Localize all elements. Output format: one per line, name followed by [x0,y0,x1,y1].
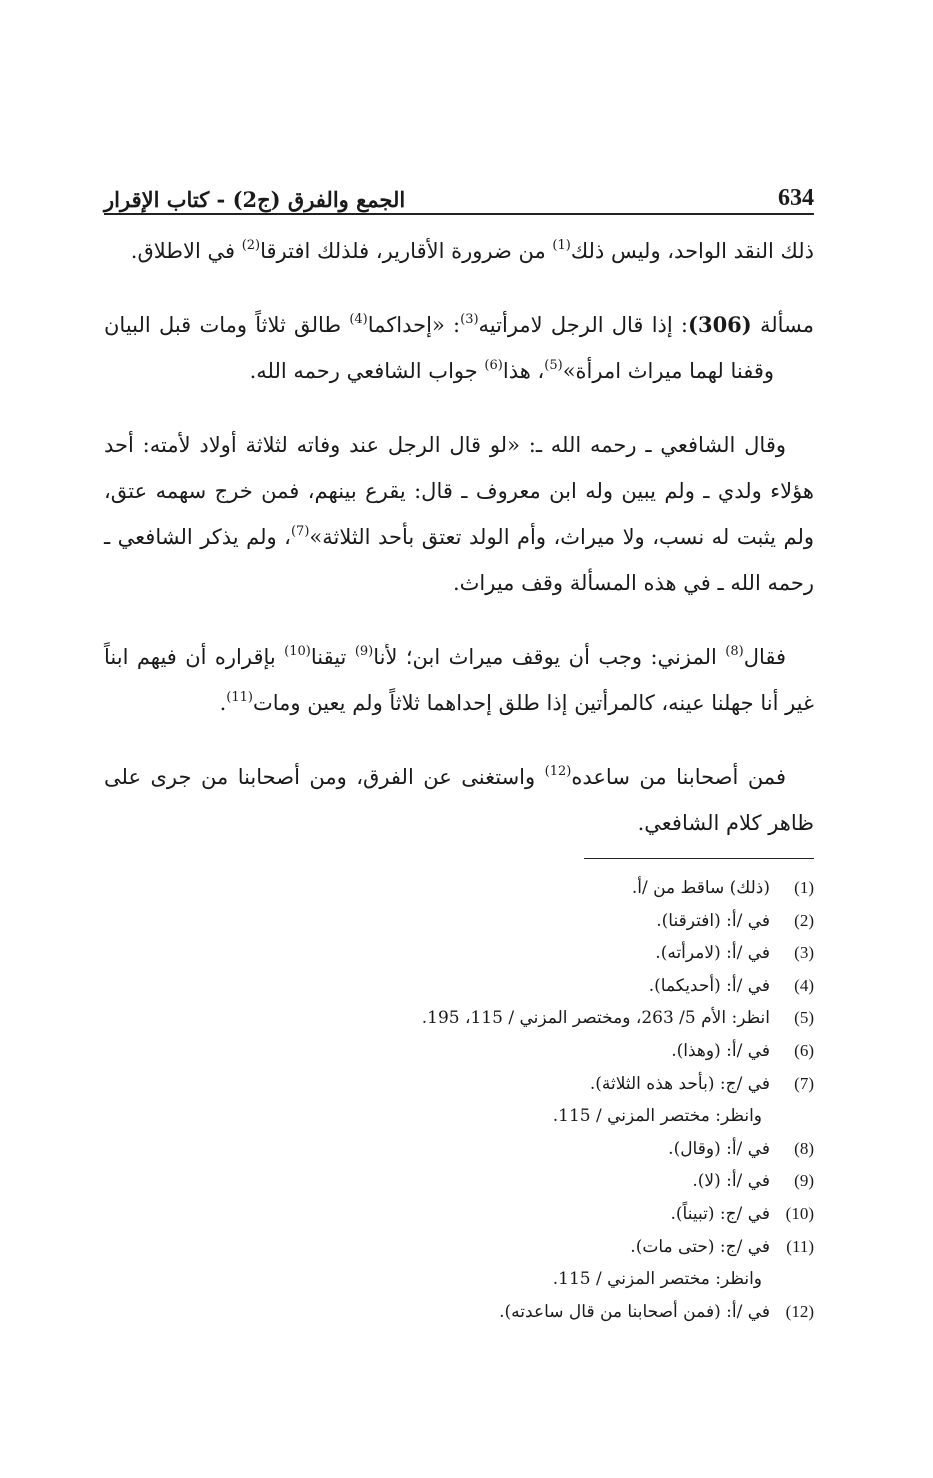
footnote-text: في /أ: (افترقنا). [656,910,770,931]
text-run: : إذا قال الرجل لامرأتيه [478,313,689,337]
footnote-text: في /ج: (تبيناً). [670,1203,770,1224]
main-text [104,228,814,846]
footnote-number: (6) [794,1040,814,1060]
footnote-number: (3) [794,943,814,963]
page-number: 634 [778,185,814,211]
text-run: جواب الشافعي رحمه الله. [249,359,485,383]
footnote-text: في /ج: (حتى مات). [630,1236,770,1257]
footnote-number: (11) [786,1236,814,1256]
footnote-text: (ذلك) ساقط من /أ. [631,878,770,898]
text-run: في الاطلاق. [130,239,242,263]
footnote-number: (5) [794,1008,814,1028]
footnote [300,1231,814,1264]
text-run: مسألة [751,313,814,337]
footnote-number: (12) [785,1301,814,1321]
footnote-ref: (7) [290,524,310,539]
footnote-text: في /أ: (لامرأته). [655,943,770,964]
footnote-text: في /ج: (بأحد هذه الثلاثة). [589,1073,770,1094]
footnote-number: (7) [794,1073,814,1093]
page-header [104,172,814,212]
footnote-rule [584,858,814,859]
paragraph [104,228,814,274]
footnote-continuation: وانظر: مختصر المزني / 115. [552,1106,762,1127]
footnote-ref: (12) [544,764,572,779]
text-run: تيقنا [310,645,355,669]
footnote-continuation: وانظر: مختصر المزني / 115. [552,1269,762,1290]
paragraph [104,754,814,846]
running-title: الجمع والفرق (ج2) - كتاب الإقرار [104,187,406,212]
footnote-ref: (8) [725,644,744,659]
text-run: فقال [743,645,787,669]
footnote-ref: (9) [354,644,374,659]
footnote-number: (4) [794,975,814,995]
footnote-text: في /أ: (وهذا). [671,1040,770,1061]
text-run: وقال الشافعي ـ رحمه الله ـ: «لو قال الرجل عند وفاته لثلاثة أولاد لأمته: أحد هؤلاء ولدي ـ ولم يبين وله ابن معروف ـ قال: يقرع بينهم، فمن خرج سهمه عتق، ولم يثبت له نسب، ولا ميراث، وأم الولد تعتق بأحد الثلاثة» [104,433,814,549]
footnote [300,1035,814,1068]
footnote-ref: (4) [349,312,368,327]
text-run: . [219,691,227,715]
text-run: : «إحداكما [367,313,461,337]
footnote [300,872,814,905]
footnote [300,1133,814,1166]
paragraph [104,422,814,606]
footnote-ref: (6) [484,358,503,373]
footnote [300,905,814,938]
footnote-text: في /أ: (أحديكما). [648,975,770,996]
text-run: واستغنى عن الفرق، ومن أصحابنا من جرى على ظاهر كلام الشافعي. [104,765,814,835]
footnote [300,1165,814,1198]
text-run: ، هذا [502,359,545,383]
text-run: ذلك النقد الواحد، وليس ذلك [570,239,814,263]
footnote-ref: (1) [552,238,571,253]
text-run: المزني: وجب أن يوقف ميراث ابن؛ لأنا [373,645,726,669]
footnote-number: (1) [794,878,814,897]
text-run: بإقراره أن فيهم ابناً غير أنا جهلنا عينه، كالمرأتين إذا طلق إحداهما ثلاثاً ولم يعين ومات [104,645,814,715]
footnote-ref: (10) [284,644,311,659]
footnote [300,1068,814,1101]
footnote-ref: (2) [241,238,261,253]
footnote-text: في /أ: (لا). [692,1171,770,1192]
text-run: من ضرورة الأقارير، فلذلك افترقا [260,239,553,263]
footnote-text: في /أ: (وقال). [668,1138,770,1159]
text-run: طالق ثلاثاً ومات قبل البيان وقفنا لهما ميراث امرأة» [104,313,774,383]
footnote-number: (8) [794,1138,814,1158]
footnote-number: (2) [794,910,814,930]
footnote-ref: (11) [226,690,253,705]
footnote-number: (9) [794,1171,814,1191]
footnote [300,1296,814,1329]
footnote-ref: (3) [460,312,479,327]
issue-paragraph [104,302,814,394]
footnote [300,937,814,970]
footnote [300,1198,814,1231]
footnote-text: في /أ: (فمن أصحابنا من قال ساعدته). [499,1301,770,1322]
footnote [300,1002,814,1035]
footnote-text: انظر: الأم 5/ 263، ومختصر المزني / 115، 195. [421,1008,770,1029]
issue-number: (306) [688,312,752,337]
footnotes [300,872,814,1328]
text-run: ، ولم يذكر الشافعي ـ رحمه الله ـ في هذه المسألة وقف ميراث. [104,525,814,595]
header-rule [104,213,814,215]
footnote-number: (10) [785,1203,814,1223]
paragraph [104,634,814,726]
footnote [300,970,814,1003]
text-run: فمن أصحابنا من ساعده [571,765,786,789]
footnote-ref: (5) [544,358,563,373]
